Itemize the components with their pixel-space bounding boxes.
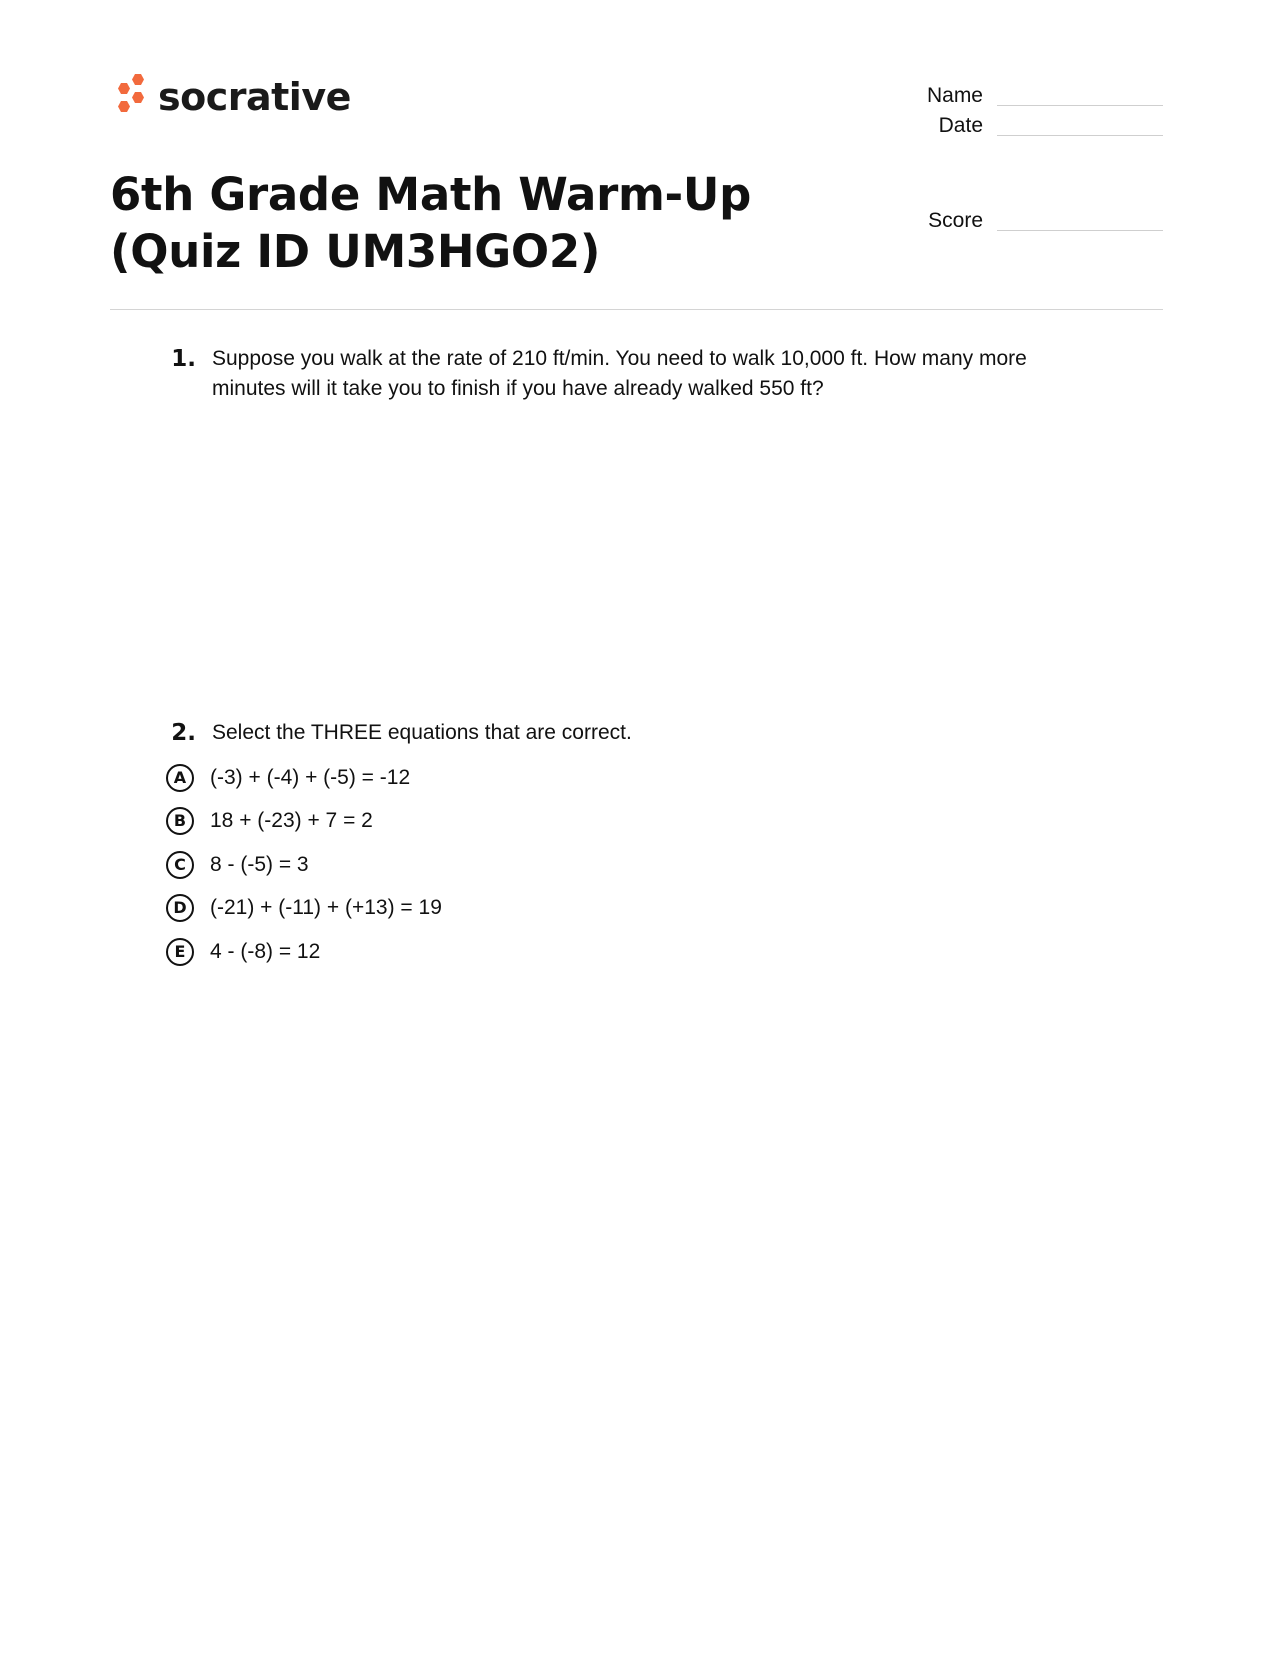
score-field[interactable]	[928, 210, 1163, 231]
date-line[interactable]	[997, 135, 1163, 136]
choice-letter-bubble[interactable]: D	[166, 894, 194, 922]
hexagon-cluster-icon	[110, 72, 150, 122]
name-field[interactable]	[927, 76, 1163, 106]
question-number: 1.	[171, 346, 196, 372]
question-text: Select the THREE equations that are correct.	[212, 721, 632, 744]
choice-c[interactable]	[166, 843, 442, 887]
choice-letter-bubble[interactable]: C	[166, 851, 194, 879]
choice-d[interactable]	[166, 887, 442, 931]
date-field[interactable]	[927, 106, 1163, 136]
choice-e[interactable]	[166, 930, 442, 974]
name-label: Name	[926, 84, 983, 107]
header-divider	[110, 309, 1163, 310]
choice-a[interactable]	[166, 756, 442, 800]
question-number: 2.	[171, 720, 196, 746]
choice-text: (-3) + (-4) + (-5) = -12	[210, 765, 411, 789]
choice-letter-bubble[interactable]: B	[166, 807, 194, 835]
logo-wordmark: socrative	[158, 75, 351, 119]
socrative-logo	[110, 72, 351, 122]
answer-choices	[166, 756, 442, 974]
choice-letter-bubble[interactable]: E	[166, 938, 194, 966]
question-text: Suppose you walk at the rate of 210 ft/min. You need to walk 10,000 ft. How many more minutes will it take you to finish if you have already walked 550 ft?	[212, 347, 1027, 400]
score-label: Score	[928, 209, 983, 232]
choice-b[interactable]	[166, 800, 442, 844]
score-line[interactable]	[997, 230, 1163, 231]
choice-text: 8 - (-5) = 3	[210, 852, 309, 876]
date-label: Date	[938, 114, 983, 137]
choice-text: 18 + (-23) + 7 = 2	[210, 809, 373, 833]
page-title: 6th Grade Math Warm-Up (Quiz ID UM3HGO2)	[110, 168, 752, 278]
name-line[interactable]	[997, 105, 1163, 106]
choice-letter-bubble[interactable]: A	[166, 764, 194, 792]
student-info-fields	[927, 76, 1163, 136]
choice-text: 4 - (-8) = 12	[210, 939, 321, 963]
choice-text: (-21) + (-11) + (+13) = 19	[210, 896, 442, 920]
